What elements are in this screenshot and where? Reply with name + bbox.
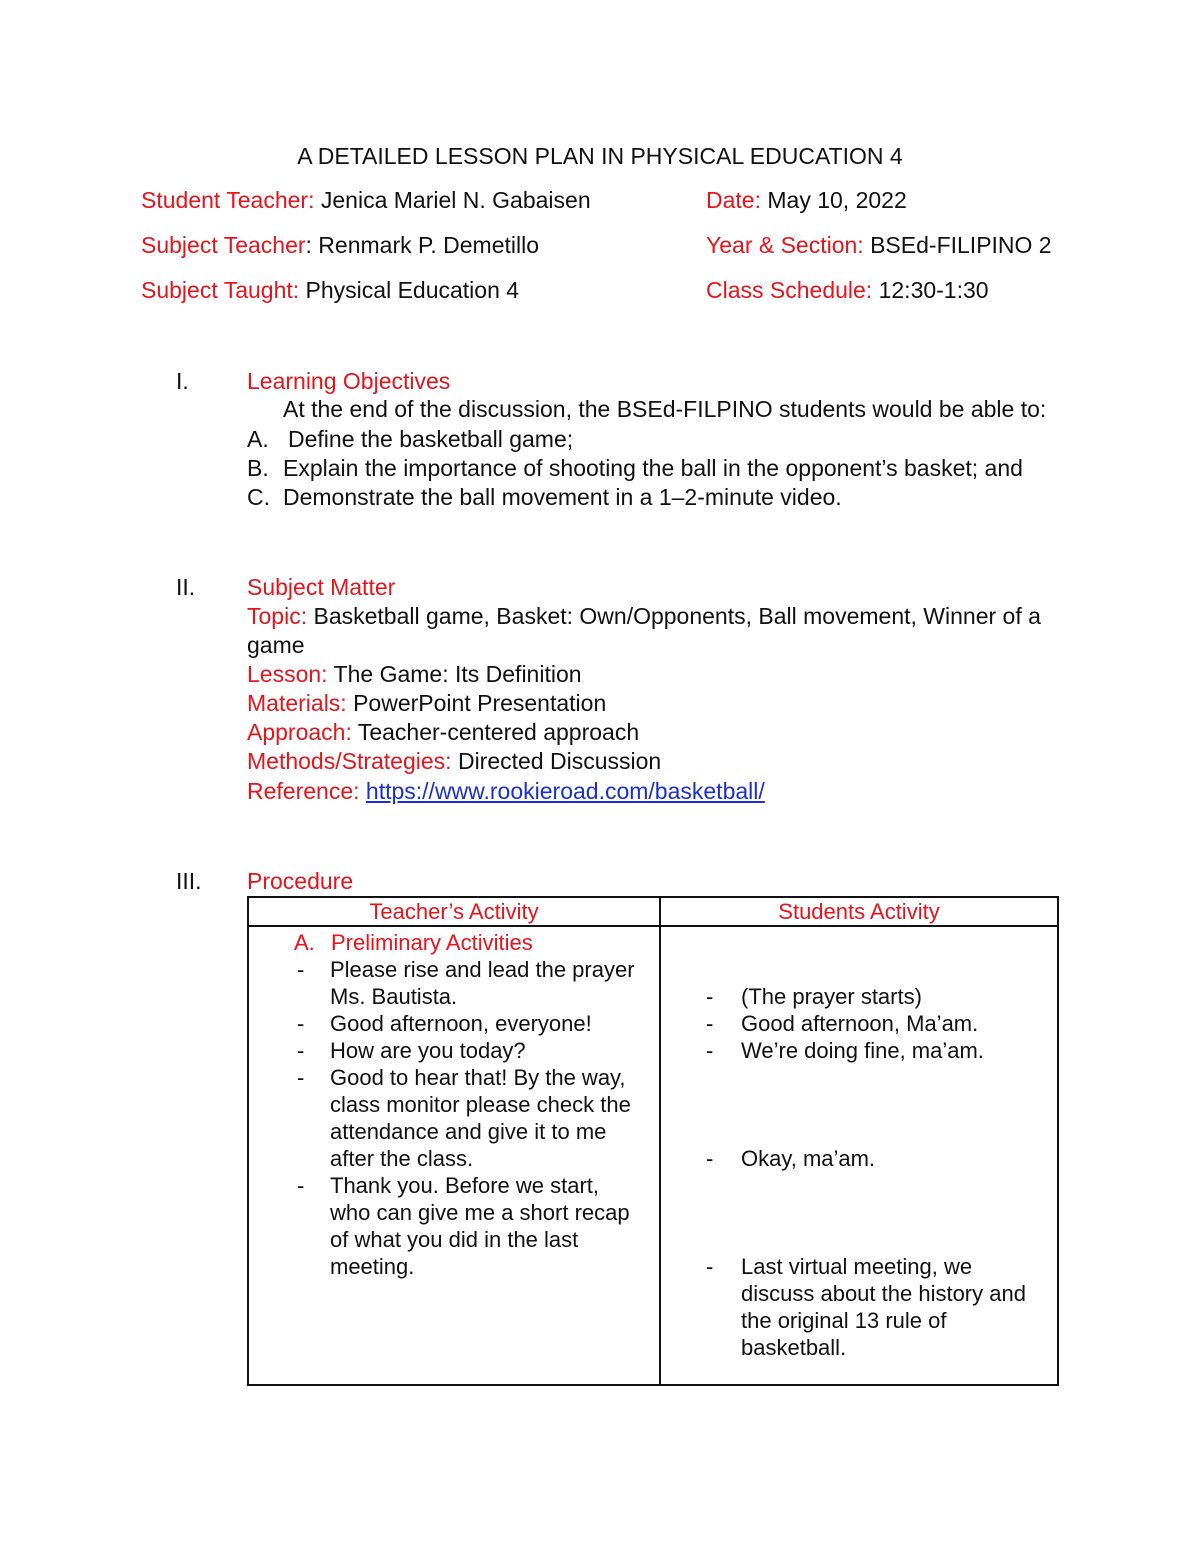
bullet-dash: -: [706, 1254, 714, 1279]
bullet-dash: -: [297, 1038, 305, 1063]
section1-title: Learning Objectives: [247, 368, 451, 394]
section2-title: Subject Matter: [247, 574, 396, 600]
page-title: A DETAILED LESSON PLAN IN PHYSICAL EDUCATION 4: [297, 143, 903, 169]
teacher-activity-cell: [248, 926, 660, 1385]
section3-title: Procedure: [247, 868, 354, 894]
lesson-label: Lesson:: [247, 661, 328, 687]
teacher-line: class monitor please check the: [330, 1092, 631, 1117]
objective-letter: A.: [247, 426, 269, 452]
year-section-row: [706, 232, 1052, 259]
objective-letter: B.: [247, 455, 269, 481]
teacher-line: Please rise and lead the prayer: [330, 957, 635, 982]
subject-teacher-row: [141, 232, 539, 259]
year-section-value: BSEd-FILIPINO 2: [870, 232, 1052, 258]
approach-row: [247, 719, 639, 746]
teacher-activity-header: Teacher’s Activity: [248, 897, 660, 926]
student-line: the original 13 rule of: [741, 1308, 947, 1333]
subheading-letter: A.: [294, 930, 315, 955]
date-row: [706, 187, 907, 214]
student-line: Okay, ma’am.: [741, 1146, 876, 1171]
topic-row: [247, 603, 1041, 630]
methods-row: [247, 748, 661, 775]
class-schedule-label: Class Schedule:: [706, 277, 873, 303]
bullet-dash: -: [706, 1011, 714, 1036]
teacher-line: Ms. Bautista.: [330, 984, 458, 1009]
teacher-line: How are you today?: [330, 1038, 526, 1063]
student-teacher-row: [141, 187, 591, 214]
bullet-dash: -: [297, 1173, 305, 1198]
materials-row: [247, 690, 606, 717]
bullet-dash: -: [297, 1011, 305, 1036]
section2-number: II.: [176, 574, 196, 600]
subject-taught-row: [141, 277, 519, 304]
student-line: We’re doing fine, ma’am.: [741, 1038, 984, 1063]
lesson-value: The Game: Its Definition: [333, 661, 582, 687]
reference-label: Reference:: [247, 778, 360, 804]
objective-text: Explain the importance of shooting the ball in the opponent’s basket; and: [283, 455, 1023, 481]
methods-value: Directed Discussion: [457, 748, 662, 774]
objective-text: Demonstrate the ball movement in a 1–2-minute video.: [283, 484, 842, 510]
objectives-intro: At the end of the discussion, the BSEd-FILPINO students would be able to:: [283, 396, 1047, 422]
topic-value: Basketball game, Basket: Own/Opponents, Ball movement, Winner of a: [313, 603, 1041, 629]
table-row: [248, 926, 1058, 1385]
approach-label: Approach:: [247, 719, 352, 745]
year-section-label: Year & Section:: [706, 232, 864, 258]
reference-row: [247, 778, 765, 805]
bullet-dash: -: [706, 1038, 714, 1063]
bullet-dash: -: [297, 1065, 305, 1090]
objective-text: Define the basketball game;: [288, 426, 574, 452]
class-schedule-row: [706, 277, 989, 304]
subject-taught-value: Physical Education 4: [305, 277, 520, 303]
subject-taught-label: Subject Taught:: [141, 277, 300, 303]
student-line: (The prayer starts): [741, 984, 922, 1009]
table-header-row: [248, 897, 1058, 926]
teacher-line: of what you did in the last: [330, 1227, 579, 1252]
teacher-line: Good afternoon, everyone!: [330, 1011, 592, 1036]
student-line: basketball.: [741, 1335, 847, 1360]
bullet-dash: -: [706, 984, 714, 1009]
student-teacher-label: Student Teacher:: [141, 187, 315, 213]
section3-number: III.: [176, 868, 202, 894]
teacher-line: Thank you. Before we start,: [330, 1173, 600, 1198]
teacher-line: attendance and give it to me: [330, 1119, 607, 1144]
subject-teacher-label: Subject Teacher: [141, 232, 306, 258]
procedure-table: [247, 896, 1059, 1386]
students-activity-header: Students Activity: [660, 897, 1058, 926]
student-line: discuss about the history and: [741, 1281, 1026, 1306]
teacher-line: who can give me a short recap: [330, 1200, 630, 1225]
subject-teacher-value: : Renmark P. Demetillo: [305, 232, 540, 258]
reference-link[interactable]: https://www.rookieroad.com/basketball/: [365, 778, 765, 804]
subheading-title: Preliminary Activities: [331, 930, 533, 955]
approach-value: Teacher-centered approach: [357, 719, 640, 745]
students-activity-cell: [660, 926, 1058, 1385]
date-label: Date:: [706, 187, 761, 213]
materials-value: PowerPoint Presentation: [353, 690, 607, 716]
lesson-row: [247, 661, 582, 688]
date-value: May 10, 2022: [767, 187, 907, 213]
section1-number: I.: [176, 368, 189, 394]
class-schedule-value: 12:30-1:30: [878, 277, 989, 303]
student-line: Good afternoon, Ma’am.: [741, 1011, 979, 1036]
methods-label: Methods/Strategies:: [247, 748, 452, 774]
teacher-line: after the class.: [330, 1146, 474, 1171]
student-line: Last virtual meeting, we: [741, 1254, 973, 1279]
student-teacher-value: Jenica Mariel N. Gabaisen: [320, 187, 591, 213]
bullet-dash: -: [297, 957, 305, 982]
bullet-dash: -: [706, 1146, 714, 1171]
materials-label: Materials:: [247, 690, 347, 716]
topic-label: Topic:: [247, 603, 308, 629]
objective-letter: C.: [247, 484, 270, 510]
topic-continuation: game: [247, 632, 305, 658]
teacher-line: Good to hear that! By the way,: [330, 1065, 626, 1090]
teacher-line: meeting.: [330, 1254, 415, 1279]
